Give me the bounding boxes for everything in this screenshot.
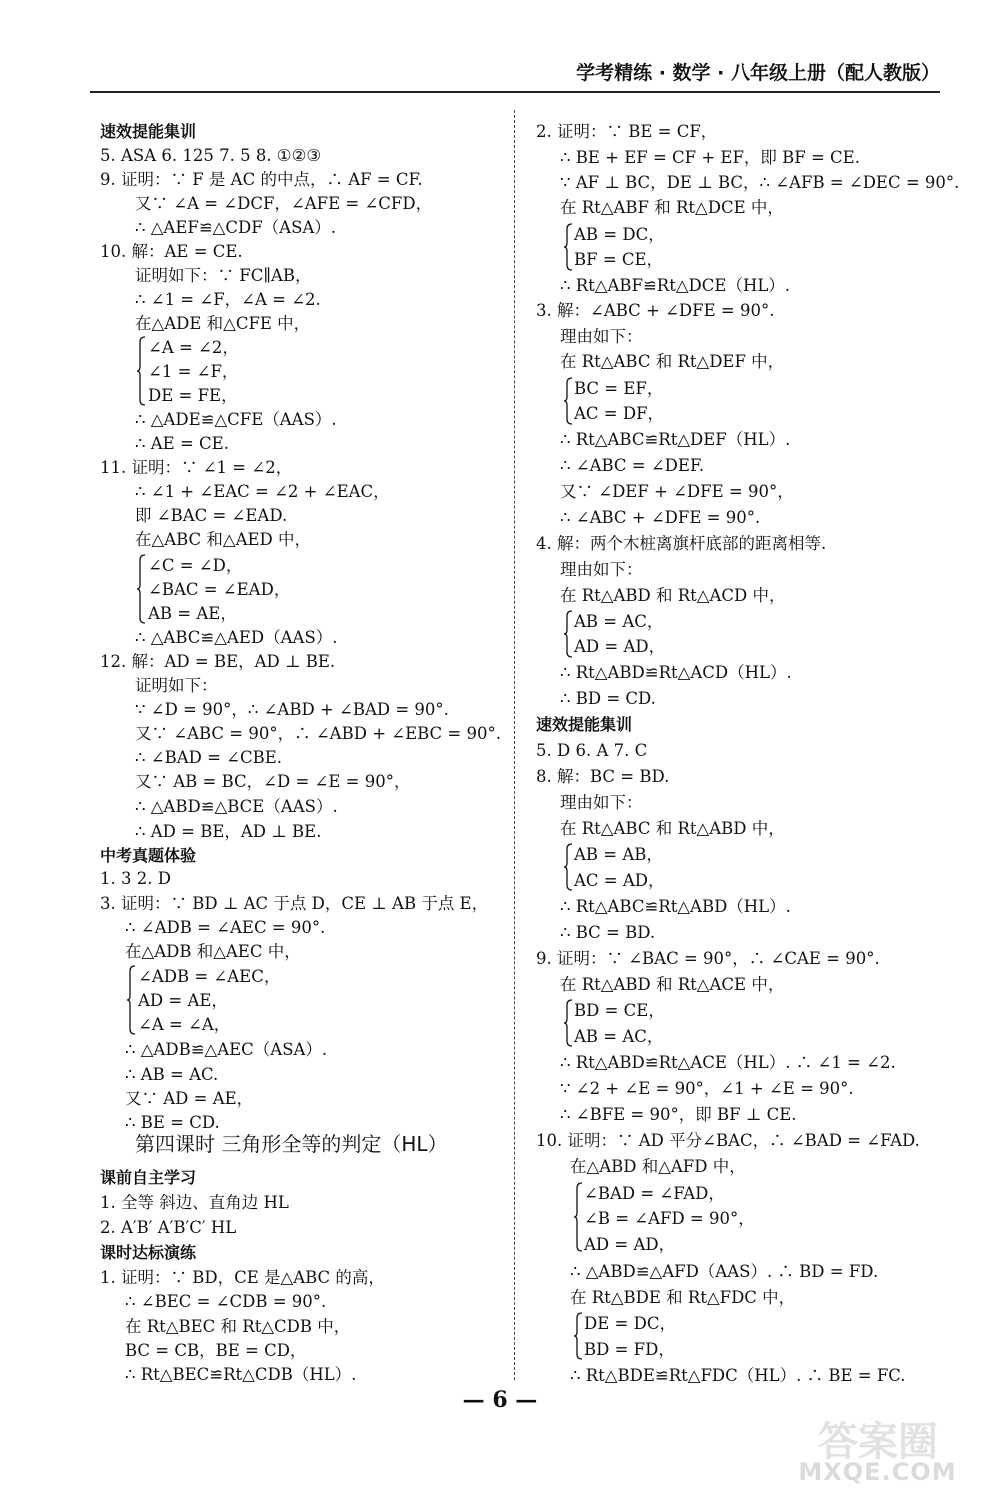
brace-icon [573, 1182, 583, 1252]
brace-icon [563, 610, 573, 658]
text-line: ∠A = ∠A， [138, 1015, 231, 1034]
text-line: BF = CE， [574, 250, 664, 269]
text-line: ∠C = ∠D， [148, 556, 243, 575]
brace-icon [563, 999, 573, 1047]
text-line: ∠A = ∠2， [148, 338, 239, 357]
text-line: 10. 证明：∵ AD 平分∠BAC，∴ ∠BAD = ∠FAD. [536, 1131, 920, 1150]
text-line: ∴ Rt△ABD≌Rt△ACD（HL）. [560, 663, 792, 682]
brace-icon [136, 554, 146, 624]
brace-icon [126, 965, 136, 1035]
brace-icon [136, 336, 146, 406]
text-line: ∴ ∠BFE = 90°，即 BF ⊥ CE. [560, 1105, 797, 1124]
text-line: 又∵ ∠A = ∠DCF，∠AFE = ∠CFD， [135, 194, 433, 213]
text-line: ∴ △ADE≌△CFE（AAS）. [135, 410, 337, 429]
text-line: 在 Rt△BDE 和 Rt△FDC 中， [570, 1288, 796, 1307]
watermark-site: MXQE.COM [798, 1458, 957, 1486]
brace-icon [563, 223, 573, 271]
text-line: 在△ADE 和△CFE 中， [135, 314, 311, 333]
text-line: ∴ Rt△BEC≌Rt△CDB（HL）. [125, 1365, 357, 1384]
text-line: 在△ABC 和△AED 中， [135, 530, 312, 549]
text-line: ∴ △ABD≌△BCE（AAS）. [135, 797, 338, 816]
text-line: AB = AC， [574, 1027, 664, 1046]
text-line: 理由如下： [560, 793, 643, 812]
text-line: ∴ BC = BD. [560, 923, 656, 942]
text-line: 4. 解：两个木桩离旗杆底部的距离相等. [536, 534, 827, 553]
text-line: BC = EF， [574, 379, 664, 398]
text-line: 理由如下： [560, 327, 643, 346]
text-line: 在 Rt△BEC 和 Rt△CDB 中， [125, 1317, 351, 1336]
text-line: ∵ ∠D = 90°，∴ ∠ABD + ∠BAD = 90°. [135, 700, 449, 719]
text-line: 10. 解：AE = CE. [100, 242, 243, 261]
text-line: 9. 证明：∵ F 是 AC 的中点，∴ AF = CF. [100, 170, 423, 189]
lesson-title: 第四课时 三角形全等的判定（HL） [135, 1132, 448, 1156]
text-line: ∴ △ABC≌△AED（AAS）. [135, 628, 338, 647]
text-line: 2. 证明：∵ BE = CF， [536, 122, 718, 141]
text-line: ∠BAC = ∠EAD， [148, 580, 291, 599]
column-divider [514, 110, 515, 1380]
text-line: 在 Rt△ABF 和 Rt△DCE 中， [560, 198, 784, 217]
text-line: ∴ △ABD≌△AFD（AAS）. ∴ BD = FD. [570, 1262, 879, 1281]
brace-icon [573, 1312, 583, 1360]
page-header: 学考精练 · 数学 · 八年级上册（配人教版） [576, 62, 940, 84]
text-line: 2. A′B′ A′B′C′ HL [100, 1218, 237, 1237]
text-line: ∴ BE = CD. [125, 1113, 220, 1132]
text-line: AD = AD， [574, 637, 666, 656]
text-line: ∴ BD = CD. [560, 689, 656, 708]
text-line: DE = DC， [584, 1314, 676, 1333]
text-line: 3. 解：∠ABC + ∠DFE = 90°. [536, 301, 775, 320]
text-line: 1. 全等 斜边、直角边 HL [100, 1193, 289, 1212]
text-line: ∴ Rt△ABC≌Rt△ABD（HL）. [560, 897, 791, 916]
text-line: ∠B = ∠AFD = 90°， [584, 1209, 755, 1228]
text-line: ∵ ∠2 + ∠E = 90°，∠1 + ∠E = 90°. [560, 1079, 854, 1098]
text-line: 12. 解：AD = BE，AD ⊥ BE. [100, 652, 336, 671]
text-line: ∴ ∠BAD = ∠CBE. [135, 748, 283, 767]
text-line: 在 Rt△ABD 和 Rt△ACD 中， [560, 586, 786, 605]
text-line: ∴ ∠BEC = ∠CDB = 90°. [125, 1292, 327, 1311]
section-heading: 课前自主学习 [100, 1168, 197, 1187]
text-line: AD = AE， [138, 991, 228, 1010]
text-line: 又∵ ∠ABC = 90°，∴ ∠ABD + ∠EBC = 90°. [135, 724, 501, 743]
text-line: ∴ Rt△ABD≌Rt△ACE（HL）. ∴ ∠1 = ∠2. [560, 1053, 896, 1072]
text-line: BD = CE， [574, 1001, 665, 1020]
text-line: AB = DC， [574, 225, 665, 244]
text-line: ∴ ∠1 + ∠EAC = ∠2 + ∠EAC， [135, 482, 390, 501]
text-line: ∴ Rt△BDE≌Rt△FDC（HL）. ∴ BE = FC. [570, 1366, 906, 1385]
text-line: 1. 证明：∵ BD，CE 是△ABC 的高， [100, 1268, 385, 1287]
text-line: 又∵ AD = AE， [125, 1089, 254, 1108]
text-line: 3. 证明：∵ BD ⊥ AC 于点 D，CE ⊥ AB 于点 E， [100, 894, 489, 913]
section-heading: 中考真题体验 [100, 846, 197, 865]
text-line: ∴ AE = CE. [135, 434, 229, 453]
header-rule [90, 91, 940, 93]
text-line: 1. 3 2. D [100, 869, 171, 888]
text-line: 8. 解：BC = BD. [536, 767, 670, 786]
watermark-logo: 答案圈 [818, 1419, 938, 1465]
text-line: ∴ △AEF≌△CDF（ASA）. [135, 218, 337, 237]
text-line: AB = AB， [574, 845, 663, 864]
text-line: BC = CB，BE = CD， [125, 1341, 307, 1360]
text-line: ∴ Rt△ABF≌Rt△DCE（HL）. [560, 276, 791, 295]
brace-icon [563, 377, 573, 425]
text-line: AC = DF， [574, 404, 665, 423]
section-heading: 速效提能集训 [100, 122, 197, 141]
text-line: ∵ AF ⊥ BC，DE ⊥ BC，∴ ∠AFB = ∠DEC = 90°. [560, 173, 960, 192]
text-line: ∠ADB = ∠AEC， [138, 967, 281, 986]
text-line: 在△ADB 和△AEC 中， [125, 942, 301, 961]
text-line: BD = FD， [584, 1340, 675, 1359]
text-line: ∴ AB = AC. [125, 1065, 219, 1084]
text-line: ∴ ∠1 = ∠F，∠A = ∠2. [135, 290, 321, 309]
text-line: ∠BAD = ∠FAD， [584, 1184, 725, 1203]
text-line: 在 Rt△ABD 和 Rt△ACE 中， [560, 975, 785, 994]
text-line: 在 Rt△ABC 和 Rt△DEF 中， [560, 352, 785, 371]
text-line: ∴ AD = BE，AD ⊥ BE. [135, 822, 322, 841]
text-line: 5. D 6. A 7. C [536, 741, 648, 760]
text-line: 在△ABD 和△AFD 中， [570, 1157, 746, 1176]
text-line: 5. ASA 6. 125 7. 5 8. ①②③ [100, 146, 322, 165]
brace-icon [563, 843, 573, 891]
text-line: 证明如下： [135, 676, 218, 695]
text-line: 即 ∠BAC = ∠EAD. [135, 506, 288, 525]
text-line: ∴ Rt△ABC≌Rt△DEF（HL）. [560, 430, 791, 449]
text-line: ∴ ∠ADB = ∠AEC = 90°. [125, 918, 326, 937]
text-line: AC = AD， [574, 871, 665, 890]
text-line: AD = AD， [584, 1235, 676, 1254]
text-line: ∴ ∠ABC = ∠DEF. [560, 456, 705, 475]
text-line: ∠1 = ∠F， [148, 362, 239, 381]
text-line: ∴ BE + EF = CF + EF，即 BF = CE. [560, 148, 860, 167]
section-heading: 速效提能集训 [536, 715, 633, 734]
text-line: 理由如下： [560, 560, 643, 579]
text-line: 在 Rt△ABC 和 Rt△ABD 中， [560, 819, 785, 838]
text-line: AB = AC， [574, 612, 664, 631]
text-line: 9. 证明：∵ ∠BAC = 90°，∴ ∠CAE = 90°. [536, 949, 880, 968]
text-line: DE = FE， [148, 386, 238, 405]
text-line: ∴ ∠ABC + ∠DFE = 90°. [560, 508, 761, 527]
text-line: 证明如下：∵ FC∥AB， [135, 266, 312, 285]
section-heading: 课时达标演练 [100, 1243, 197, 1262]
text-line: 11. 证明：∵ ∠1 = ∠2， [100, 458, 293, 477]
watermark [760, 1410, 995, 1495]
text-line: 又∵ AB = BC，∠D = ∠E = 90°， [135, 772, 411, 791]
text-line: 又∵ ∠DEF + ∠DFE = 90°， [560, 482, 794, 501]
text-line: ∴ △ADB≌△AEC（ASA）. [125, 1040, 328, 1059]
page-number: — 6 — [462, 1387, 538, 1413]
text-line: AB = AE， [148, 604, 237, 623]
